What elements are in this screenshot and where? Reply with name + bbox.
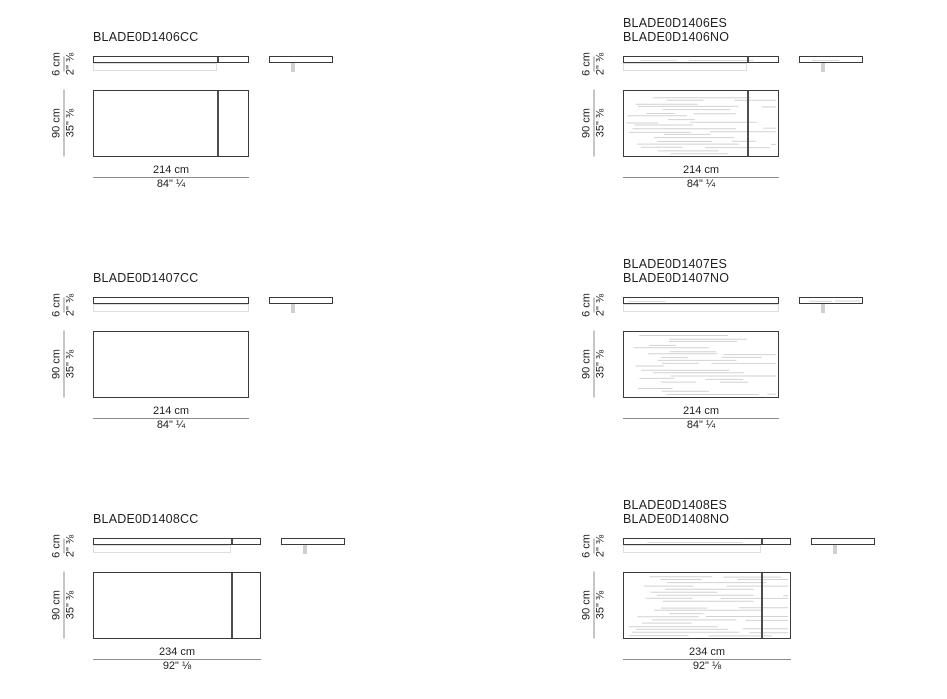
top-view [93, 331, 249, 398]
depth-dimension [581, 90, 609, 157]
dim-metric: 90 cm [580, 349, 593, 379]
end-view [799, 56, 863, 63]
panel-blade0d1408es-no [570, 494, 930, 699]
top-view [93, 90, 249, 157]
wood-grain-texture [813, 540, 873, 543]
dim-metric: 214 cm [152, 405, 190, 417]
end-view [811, 538, 875, 545]
depth-dimension [51, 331, 79, 398]
product-codes [93, 30, 198, 44]
end-view-leg [833, 545, 837, 554]
side-view-shadow [623, 545, 761, 553]
extension-divider-line [747, 91, 749, 156]
length-dimension [623, 405, 779, 433]
dim-imperial: 35" ⅜ [64, 108, 77, 138]
product-codes [623, 16, 729, 44]
dim-metric: 90 cm [580, 590, 593, 620]
length-dimension [93, 405, 249, 433]
wood-grain-texture [625, 299, 777, 302]
dim-metric: 6 cm [580, 534, 593, 558]
panel-blade0d1407es-no [570, 253, 930, 458]
extension-divider-line [747, 57, 749, 62]
side-view [93, 56, 249, 63]
height-dimension [50, 52, 79, 76]
product-code: BLADE0D1406ES [623, 16, 728, 30]
end-view-leg [291, 63, 295, 72]
top-view [623, 331, 779, 398]
product-code: BLADE0D1406NO [623, 30, 730, 44]
dim-imperial: 2" ⅜ [594, 293, 607, 317]
end-view [799, 297, 863, 304]
product-code: BLADE0D1408ES [623, 498, 728, 512]
panel-blade0d1407cc [40, 253, 400, 458]
side-view [623, 56, 779, 63]
end-view-leg [291, 304, 295, 313]
length-dimension [93, 646, 261, 674]
end-view-leg [303, 545, 307, 554]
dim-imperial: 2" ⅜ [594, 534, 607, 558]
side-view [623, 538, 791, 545]
length-dimension [623, 164, 779, 192]
panel-blade0d1406es-no [570, 12, 930, 217]
dim-metric: 234 cm [158, 646, 196, 658]
product-codes [623, 498, 729, 526]
product-code: BLADE0D1407CC [93, 271, 199, 285]
end-view [281, 538, 345, 545]
top-view [93, 572, 261, 639]
extension-divider-line [231, 539, 233, 544]
side-view-shadow [93, 545, 231, 553]
dim-metric: 90 cm [50, 590, 63, 620]
end-view [269, 297, 333, 304]
height-dimension [580, 52, 609, 76]
extension-divider-line [217, 91, 219, 156]
wood-grain-texture [625, 333, 777, 396]
dim-imperial: 2" ⅜ [64, 534, 77, 558]
height-dimension [580, 293, 609, 317]
panel-blade0d1406cc [40, 12, 400, 217]
height-dimension [50, 534, 79, 558]
dim-imperial: 2" ⅜ [64, 293, 77, 317]
dim-imperial: 84" ¼ [156, 419, 186, 431]
height-dimension [580, 534, 609, 558]
dim-metric: 90 cm [50, 108, 63, 138]
dim-metric: 6 cm [580, 52, 593, 76]
wood-grain-texture [625, 92, 777, 155]
top-view [623, 90, 779, 157]
dim-metric: 6 cm [50, 534, 63, 558]
dim-metric: 6 cm [50, 52, 63, 76]
extension-divider-line [761, 539, 763, 544]
side-view-shadow [93, 63, 217, 71]
product-codes [93, 512, 198, 526]
depth-dimension [581, 572, 609, 639]
dim-metric: 90 cm [580, 108, 593, 138]
dim-metric: 6 cm [580, 293, 593, 317]
side-view [623, 297, 779, 304]
dim-metric: 214 cm [682, 405, 720, 417]
top-view [623, 572, 791, 639]
extension-divider-line [231, 573, 233, 638]
product-code: BLADE0D1406CC [93, 30, 199, 44]
panel-blade0d1408cc [40, 494, 400, 699]
dim-imperial: 35" ⅜ [64, 590, 77, 620]
extension-divider-line [761, 573, 763, 638]
side-view-shadow [623, 63, 747, 71]
end-view [269, 56, 333, 63]
extension-divider-line [217, 57, 219, 62]
dim-imperial: 84" ¼ [156, 178, 186, 190]
dim-imperial: 35" ⅜ [594, 108, 607, 138]
depth-dimension [581, 331, 609, 398]
product-code: BLADE0D1408NO [623, 512, 730, 526]
wood-grain-texture [625, 540, 789, 543]
end-view-leg [821, 63, 825, 72]
product-codes [93, 271, 198, 285]
dim-imperial: 92" ⅛ [162, 660, 192, 672]
dim-metric: 90 cm [50, 349, 63, 379]
product-codes [623, 257, 729, 285]
wood-grain-texture [625, 574, 789, 637]
dim-metric: 6 cm [50, 293, 63, 317]
end-view-leg [821, 304, 825, 313]
dim-metric: 234 cm [688, 646, 726, 658]
depth-dimension [51, 572, 79, 639]
dim-imperial: 92" ⅛ [692, 660, 722, 672]
dim-imperial: 84" ¼ [686, 178, 716, 190]
wood-grain-texture [625, 58, 777, 61]
wood-grain-texture [801, 58, 861, 61]
product-code: BLADE0D1408CC [93, 512, 199, 526]
dim-imperial: 2" ⅜ [64, 52, 77, 76]
side-view-shadow [623, 304, 779, 312]
side-view [93, 538, 261, 545]
dim-imperial: 35" ⅜ [594, 590, 607, 620]
length-dimension [93, 164, 249, 192]
side-view-shadow [93, 304, 249, 312]
dim-imperial: 2" ⅜ [594, 52, 607, 76]
dim-imperial: 35" ⅜ [594, 349, 607, 379]
dim-metric: 214 cm [682, 164, 720, 176]
dim-imperial: 84" ¼ [686, 419, 716, 431]
side-view [93, 297, 249, 304]
depth-dimension [51, 90, 79, 157]
dim-imperial: 35" ⅜ [64, 349, 77, 379]
wood-grain-texture [801, 299, 861, 302]
product-code: BLADE0D1407NO [623, 271, 730, 285]
length-dimension [623, 646, 791, 674]
product-code: BLADE0D1407ES [623, 257, 728, 271]
height-dimension [50, 293, 79, 317]
dim-metric: 214 cm [152, 164, 190, 176]
